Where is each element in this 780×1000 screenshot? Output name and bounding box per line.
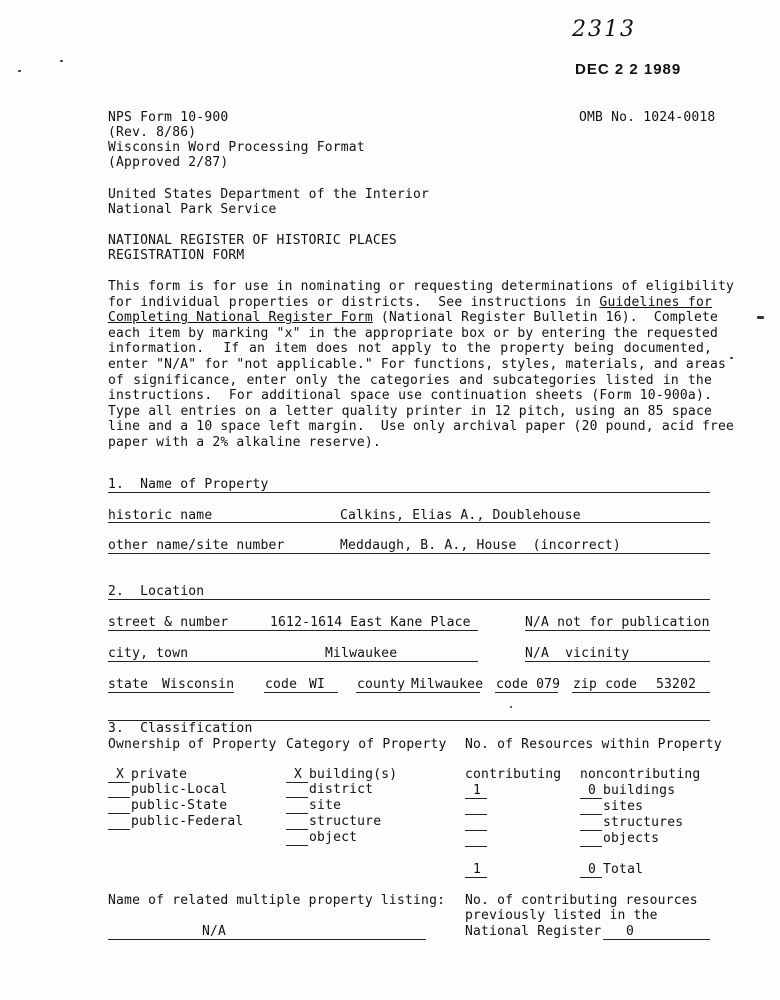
prev-listed-line[interactable] (603, 939, 710, 940)
ownership-option: public-State (131, 798, 228, 813)
state-value: Wisconsin (162, 677, 235, 692)
agency: National Park Service (108, 202, 277, 217)
zip-value: 53202 (656, 677, 697, 692)
category-heading: Category of Property (286, 737, 447, 752)
instruction-line: paper with a 2% alkaline reserve). (108, 434, 381, 450)
checkbox-line[interactable] (108, 813, 130, 814)
rule (495, 692, 558, 693)
scan-speck (757, 316, 764, 319)
city-label: city, town (108, 646, 189, 661)
ownership-mark: X (116, 767, 125, 782)
contributing-count: 1 (473, 783, 482, 798)
date-stamp: DEC 2 2 1989 (575, 61, 682, 78)
count-line[interactable] (465, 877, 487, 878)
instruction-line: enter "N/A" for "not applicable." For functions, styles, materials, and areas (108, 356, 727, 372)
historic-name-value: Calkins, Elias A., Doublehouse (340, 508, 581, 523)
total-label: Total (603, 862, 644, 877)
checkbox-line[interactable] (108, 829, 130, 830)
rule (108, 553, 710, 554)
checkbox-line[interactable] (286, 829, 308, 830)
state-code-label: code (265, 677, 298, 692)
noncontributing-count: 0 (588, 783, 597, 798)
instruction-line: This form is for use in nominating or requesting determinations of eligibility (108, 279, 735, 294)
count-line[interactable] (580, 814, 602, 815)
rule (572, 692, 710, 693)
checkbox-line[interactable] (286, 797, 308, 798)
count-line[interactable] (465, 814, 487, 815)
zip-label: zip code (573, 677, 638, 692)
multiple-listing-value: N/A (202, 924, 227, 939)
category-option: building(s) (309, 767, 398, 782)
count-line[interactable] (580, 830, 602, 831)
state-label: state (108, 677, 149, 692)
resources-heading: No. of Resources within Property (465, 737, 722, 752)
category-option: site (309, 798, 342, 813)
form-subtitle: REGISTRATION FORM (108, 248, 245, 263)
instruction-line: for individual properties or districts. See instructions in Guidelines for (108, 294, 712, 310)
contributing-heading: contributing (465, 767, 562, 782)
count-line[interactable] (465, 830, 487, 831)
prev-listed-value: 0 (626, 924, 635, 939)
checkbox-line[interactable] (108, 797, 130, 798)
not-for-publication: N/A not for publication (525, 615, 710, 630)
guidelines-reference-cont: Completing National Register Form (108, 310, 373, 326)
category-option: structure (309, 814, 382, 829)
count-line[interactable] (580, 798, 602, 799)
rule (108, 630, 478, 631)
checkbox-line[interactable] (286, 813, 308, 814)
instruction-line: Completing National Register Form (National Register Bulletin 16). Complete (108, 310, 719, 326)
instruction-line: information. If an item does not apply to the property being documented, (108, 341, 712, 357)
state-code-value: WI (309, 677, 326, 692)
guidelines-reference: Guidelines for (599, 294, 712, 310)
category-option: district (309, 782, 374, 797)
section-3-heading: 3. Classification (108, 721, 253, 736)
rule (264, 692, 338, 693)
ownership-option: private (131, 767, 188, 782)
scan-speck (730, 357, 733, 359)
section-2-heading: 2. Location (108, 584, 205, 599)
ownership-option: public-Federal (131, 814, 244, 829)
instruction-line: instructions. For additional space use continuation sheets (Form 10-900a). (108, 388, 712, 404)
form-format: Wisconsin Word Processing Format (108, 140, 365, 155)
rule (108, 661, 478, 662)
prev-listed-line3: National Register (465, 924, 602, 939)
city-value: Milwaukee (325, 646, 398, 661)
instruction-line: each item by marking "x" in the appropriate box or by entering the requested (108, 325, 719, 341)
handwritten-number: 2313 (572, 17, 636, 42)
instruction-line: of significance, enter only the categories and subcategories listed in the (108, 372, 712, 388)
vicinity: N/A vicinity (525, 646, 630, 661)
multiple-listing-label: Name of related multiple property listing: (108, 893, 446, 908)
rule (525, 661, 710, 662)
scan-speck (60, 60, 63, 62)
resource-type: sites (603, 799, 644, 814)
count-line[interactable] (465, 846, 487, 847)
instruction-line: Type all entries on a letter quality printer in 12 pitch, using an 85 space (108, 403, 712, 419)
resource-type: structures (603, 815, 684, 830)
count-line[interactable] (580, 846, 602, 847)
scan-speck (18, 70, 21, 72)
county-label: county (357, 677, 406, 692)
total-contributing: 1 (473, 862, 482, 877)
category-option: object (309, 830, 358, 845)
historic-name-label: historic name (108, 508, 213, 523)
form-approved: (Approved 2/87) (108, 155, 229, 170)
rule (108, 599, 710, 600)
form-id: NPS Form 10-900 (108, 110, 229, 125)
instruction-line: line and a 10 space left margin. Use only archival paper (20 pound, acid free (108, 419, 735, 435)
instructions-paragraph (108, 279, 735, 451)
multiple-listing-line[interactable] (108, 939, 426, 940)
checkbox-line[interactable] (286, 845, 308, 846)
department: United States Department of the Interior (108, 187, 430, 202)
ownership-option: public-Local (131, 782, 228, 797)
street-value: 1612-1614 East Kane Place (270, 615, 471, 630)
rule (356, 692, 480, 693)
ownership-heading: Ownership of Property (108, 737, 277, 752)
other-name-value: Meddaugh, B. A., House (incorrect) (340, 538, 621, 553)
street-label: street & number (108, 615, 229, 630)
noncontributing-heading: noncontributing (580, 767, 701, 782)
omb-number: OMB No. 1024-0018 (579, 110, 716, 125)
form-title: NATIONAL REGISTER OF HISTORIC PLACES (108, 233, 397, 248)
rule (525, 630, 710, 631)
resource-type: objects (603, 831, 660, 846)
county-value: Milwaukee (411, 677, 484, 692)
rule (108, 522, 710, 523)
total-noncontributing: 0 (588, 862, 597, 877)
rule (108, 492, 710, 493)
resource-type: buildings (603, 783, 676, 798)
section-1-heading: 1. Name of Property (108, 477, 269, 492)
prev-listed-line2: previously listed in the (465, 908, 658, 923)
count-line[interactable] (465, 798, 487, 799)
scan-speck (510, 706, 512, 708)
county-code: code 079 (496, 677, 561, 692)
form-revision: (Rev. 8/86) (108, 125, 197, 140)
other-name-label: other name/site number (108, 538, 285, 553)
category-mark: X (294, 767, 303, 782)
prev-listed-line1: No. of contributing resources (465, 893, 698, 908)
count-line[interactable] (580, 877, 602, 878)
rule (108, 692, 234, 693)
